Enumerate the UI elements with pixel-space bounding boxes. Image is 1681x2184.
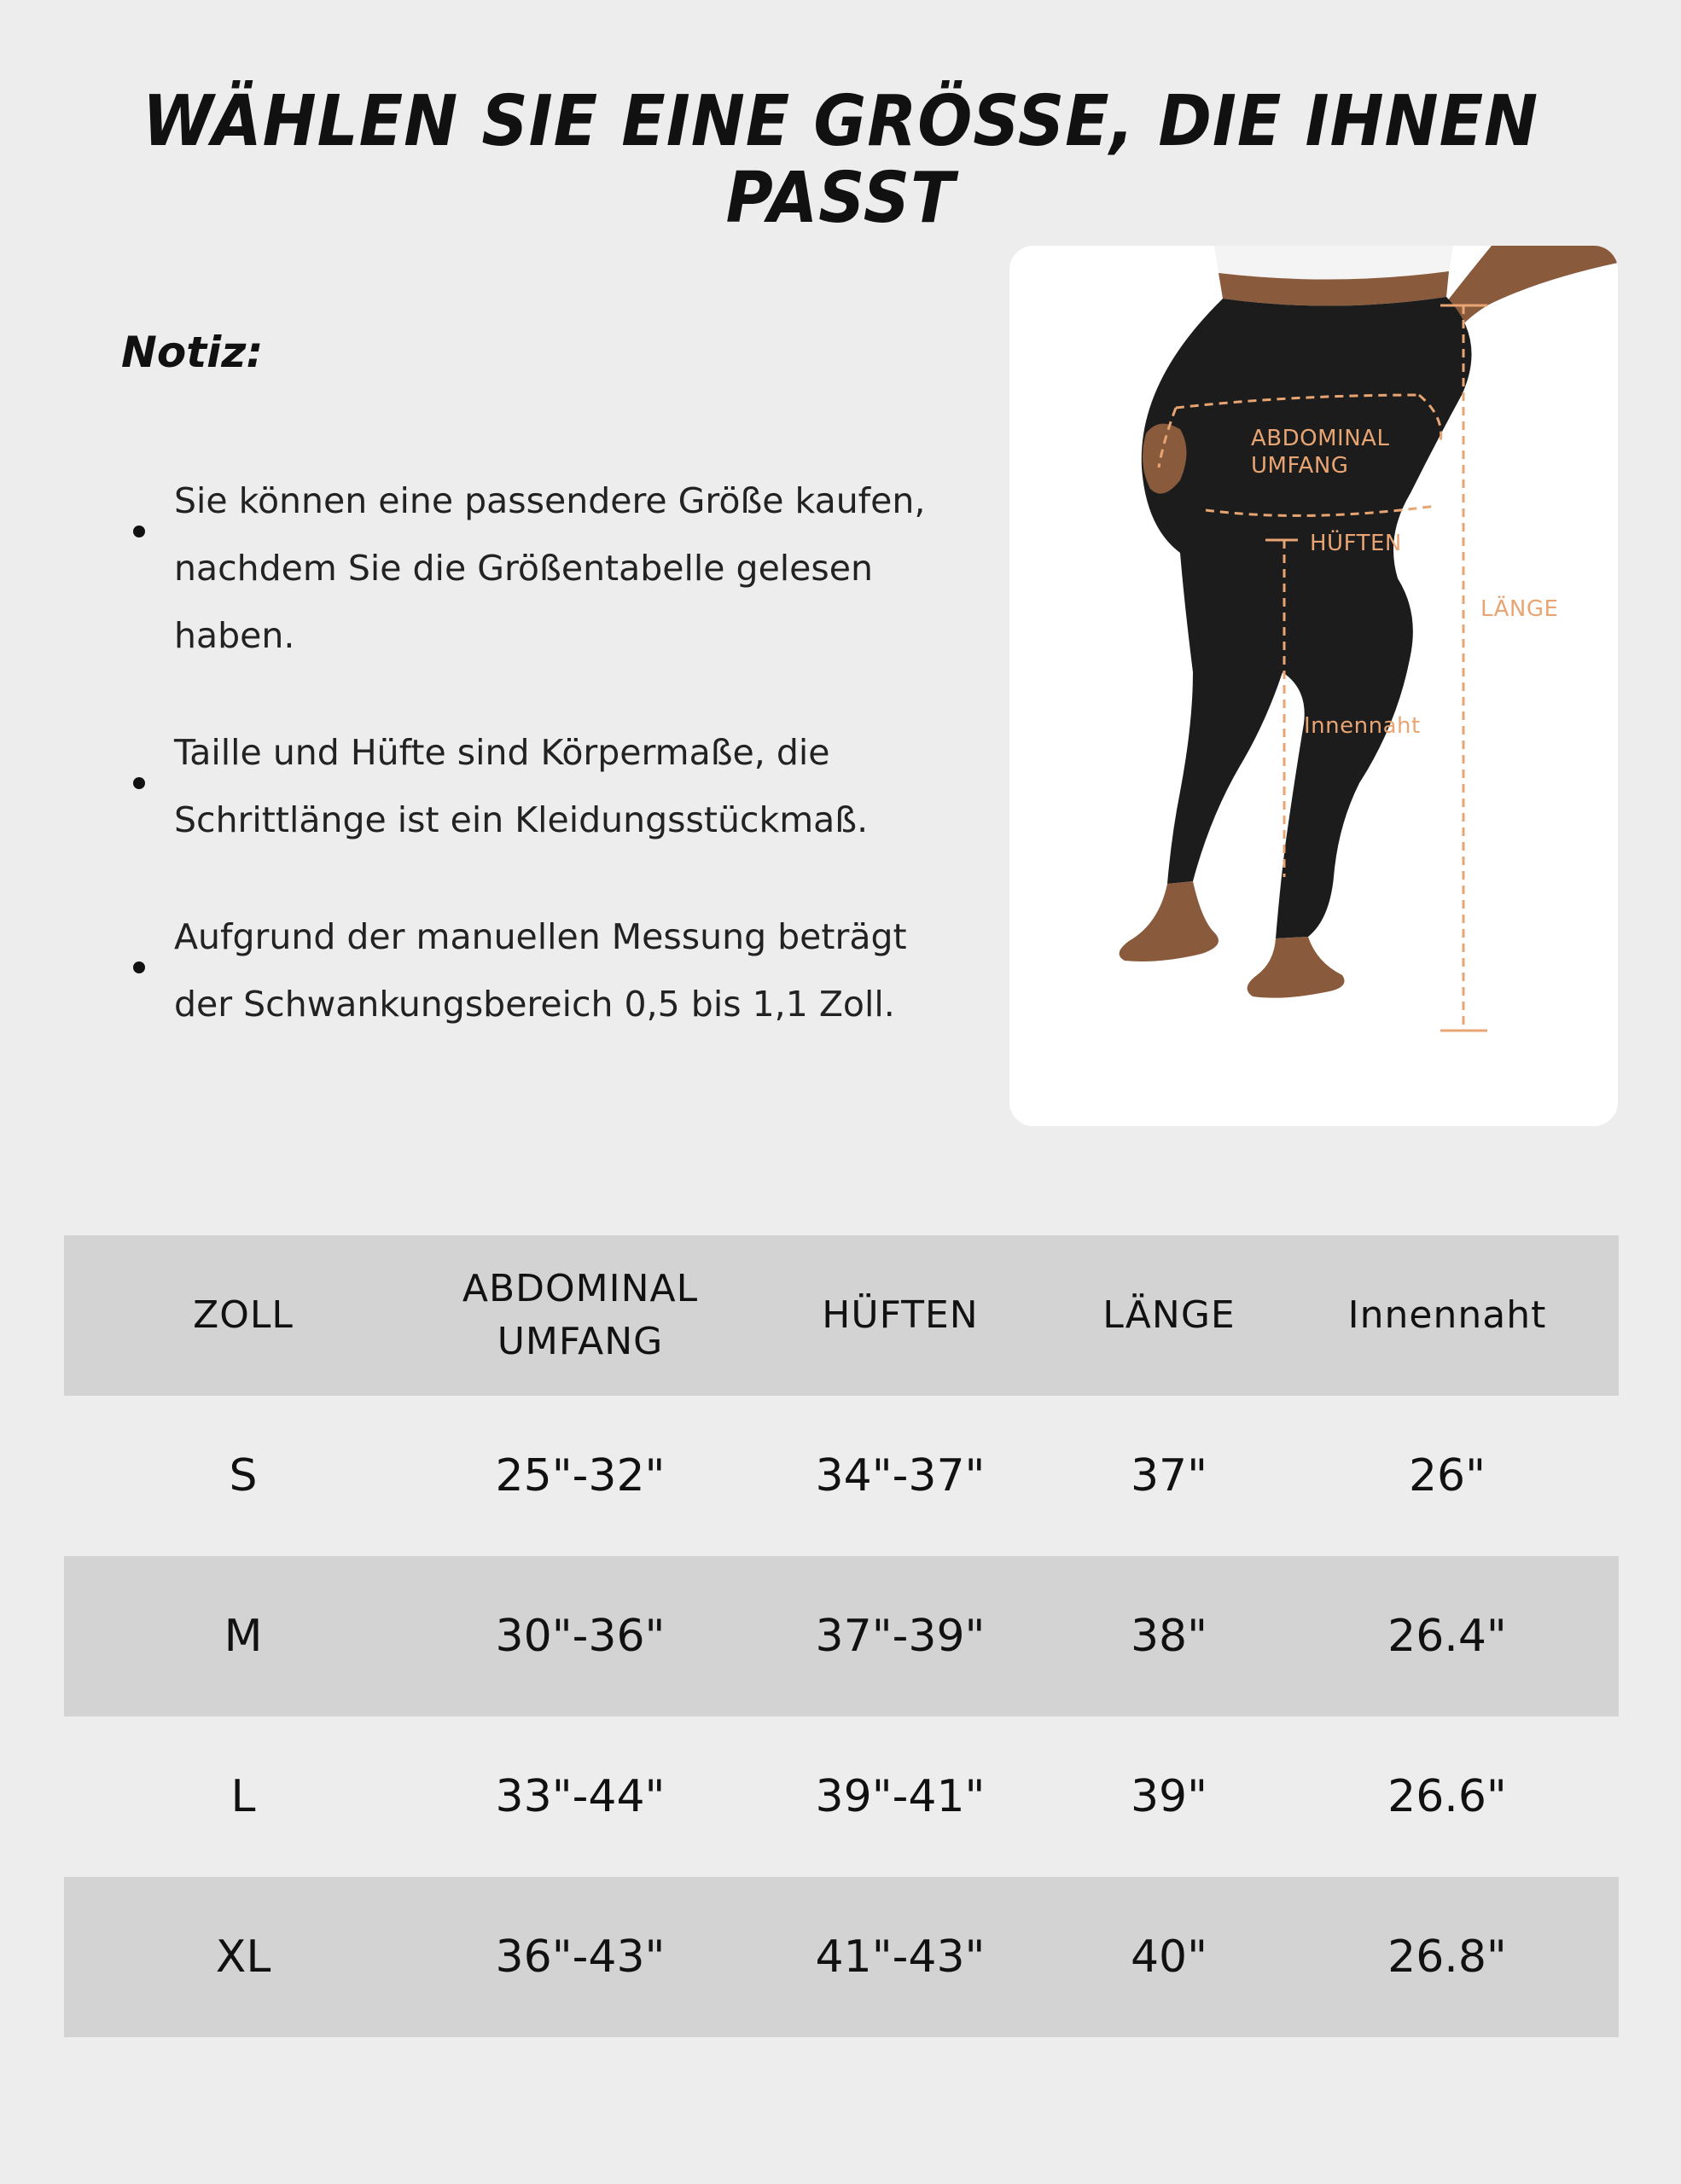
note-line: Taille und Hüfte sind Körpermaße, die (174, 732, 830, 773)
note-line: nachdem Sie die Größentabelle gelesen haben. (174, 548, 873, 656)
note-line: Aufgrund der manuellen Messung beträgt (174, 916, 907, 957)
header-abdominal-line2: UMFANG (497, 1320, 664, 1363)
cell-abdominal: 25"-32" (495, 1450, 666, 1502)
model-photo-card (1009, 246, 1618, 1126)
cell-size: L (230, 1771, 256, 1822)
header-inseam: Innennaht (1347, 1293, 1547, 1337)
table-row (64, 1396, 1619, 1556)
page-title: WÄHLEN SIE EINE GRÖSSE, DIE IHNEN PASST (142, 81, 1539, 240)
foot-shape (1120, 881, 1219, 961)
hips-label: HÜFTEN (1310, 531, 1402, 556)
abdominal-label (1251, 425, 1389, 479)
cell-abdominal: 36"-43" (495, 1931, 666, 1983)
cell-length: 38" (1130, 1611, 1208, 1662)
note-item (128, 903, 981, 1038)
note-list (128, 468, 981, 1088)
cell-length: 39" (1130, 1771, 1208, 1822)
cell-length: 40" (1130, 1931, 1208, 1983)
cell-length: 37" (1130, 1450, 1208, 1502)
cell-hips: 39"-41" (815, 1771, 986, 1822)
cell-inseam: 26.4" (1387, 1611, 1507, 1662)
cell-size: XL (215, 1931, 271, 1983)
cell-inseam: 26.6" (1387, 1771, 1507, 1822)
cell-hips: 41"-43" (815, 1931, 986, 1983)
abdominal-label-line2: UMFANG (1251, 453, 1349, 479)
cell-hips: 37"-39" (815, 1611, 986, 1662)
note-line: der Schwankungsbereich 0,5 bis 1,1 Zoll. (174, 984, 895, 1025)
cell-abdominal: 30"-36" (495, 1611, 666, 1662)
note-line: Schrittlänge ist ein Kleidungsstückmaß. (174, 799, 869, 840)
cell-inseam: 26" (1408, 1450, 1486, 1502)
notes-heading: Notiz: (121, 328, 264, 377)
header-abdominal-line1: ABDOMINAL (462, 1267, 699, 1310)
white-top-shape (1214, 246, 1453, 280)
size-table (64, 1235, 1619, 2037)
header-unit: ZOLL (193, 1293, 294, 1337)
cell-size: M (224, 1611, 263, 1662)
leggings-shape (1142, 297, 1472, 938)
table-row (64, 1556, 1619, 1716)
header-abdominal (422, 1235, 738, 1396)
cell-inseam: 26.8" (1387, 1931, 1507, 1983)
header-hips: HÜFTEN (822, 1293, 979, 1337)
note-line: Sie können eine passendere Größe kaufen, (174, 480, 926, 521)
table-header-row (64, 1235, 1619, 1396)
abdominal-label-line1: ABDOMINAL (1251, 426, 1390, 451)
length-label: LÄNGE (1480, 596, 1559, 622)
note-item (128, 719, 981, 854)
model-illustration (1009, 246, 1618, 1126)
cell-abdominal: 33"-44" (495, 1771, 666, 1822)
header-length: LÄNGE (1102, 1293, 1236, 1337)
table-row (64, 1716, 1619, 1877)
note-item (128, 468, 981, 670)
cell-size: S (229, 1450, 258, 1502)
foot-shape (1248, 937, 1345, 998)
table-row (64, 1877, 1619, 2037)
inseam-label: Innennaht (1304, 713, 1421, 739)
cell-hips: 34"-37" (815, 1450, 986, 1502)
